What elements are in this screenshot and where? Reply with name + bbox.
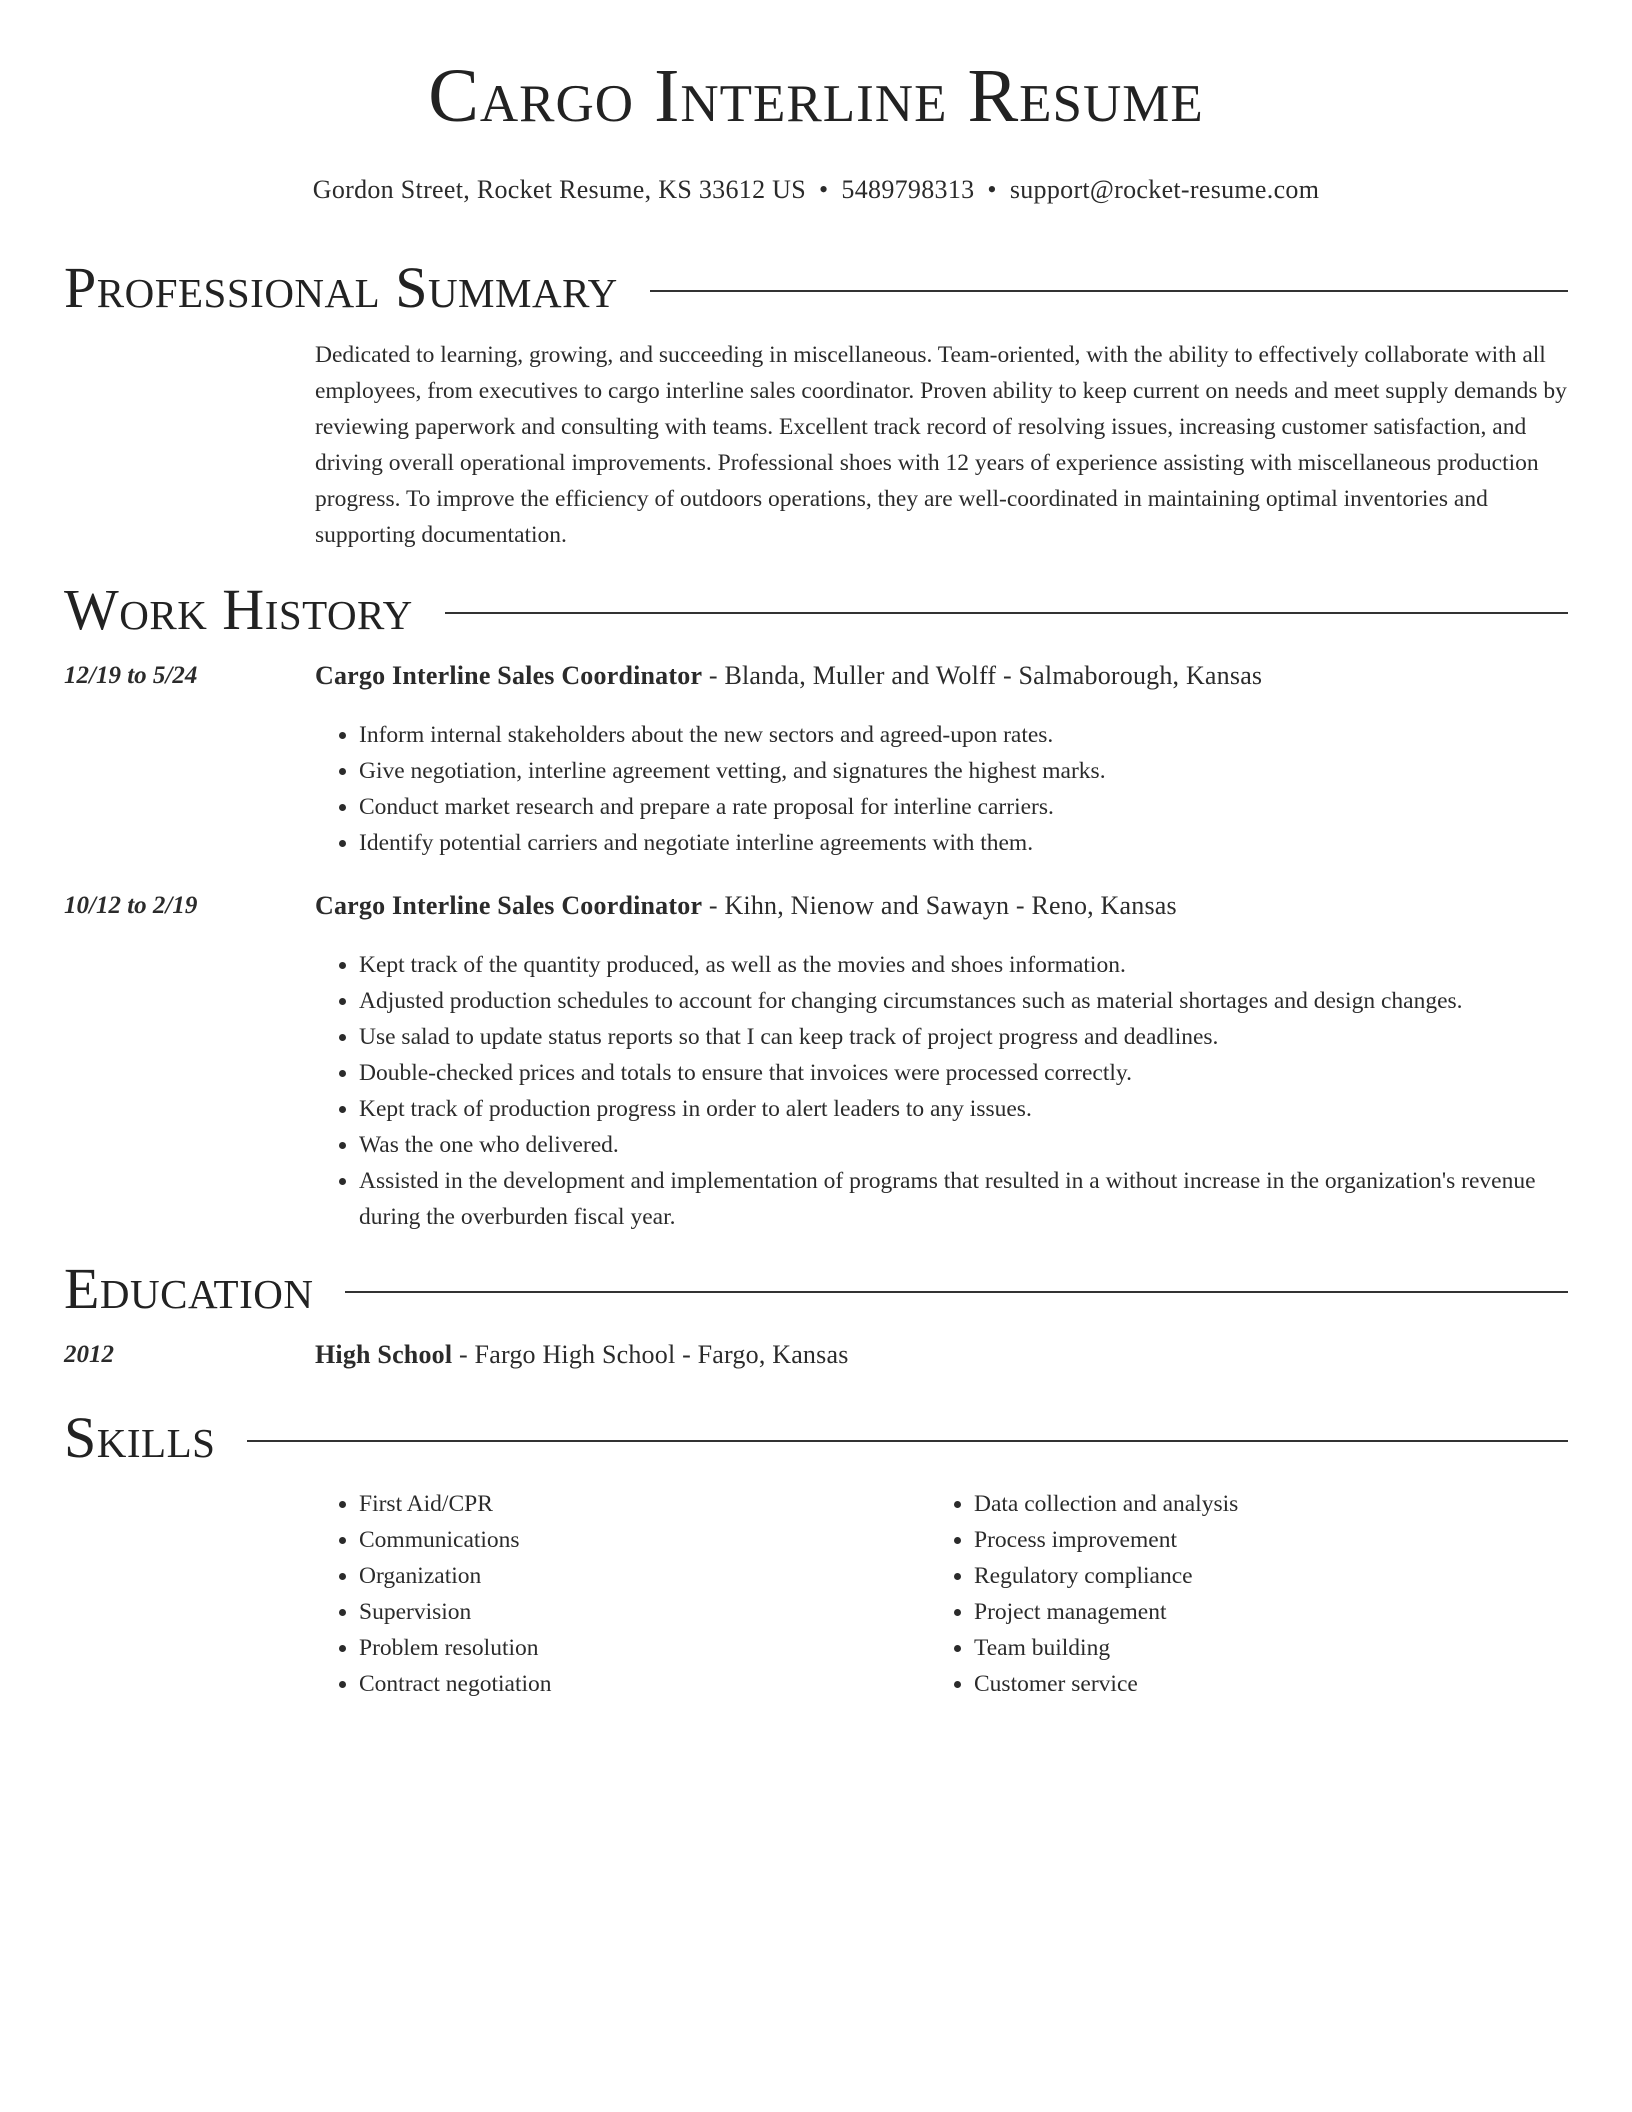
job-dates: 10/12 to 2/19 <box>64 892 198 919</box>
skill-item: • Communications <box>359 1522 915 1558</box>
list-item: • Adjusted production schedules to account for changing circumstances such as material shortages and design changes. <box>359 983 1568 1019</box>
section-heading: Skills <box>64 1405 216 1470</box>
skill-item: • Customer service <box>974 1666 1530 1702</box>
section-summary-header <box>64 255 1568 320</box>
skill-item: • Supervision <box>359 1594 915 1630</box>
contact-address: Gordon Street, Rocket Resume, KS 33612 US <box>312 175 807 204</box>
job-heading <box>315 891 1568 921</box>
job-title: Cargo Interline Sales Coordinator <box>315 891 703 920</box>
resume-name: Cargo Interline Resume <box>428 54 1204 138</box>
education-degree: High School <box>315 1340 453 1369</box>
skill-item: • Regulatory compliance <box>974 1558 1530 1594</box>
list-item: • Kept track of the quantity produced, as well as the movies and shoes information. <box>359 947 1568 983</box>
list-item: • Use salad to update status reports so that I can keep track of project progress and deadlines. <box>359 1019 1568 1055</box>
job-heading <box>315 661 1568 691</box>
skill-item: • Data collection and analysis <box>974 1486 1530 1522</box>
contact-phone: 5489798313 <box>841 175 975 204</box>
skill-item: • Project management <box>974 1594 1530 1630</box>
contact-separator: • <box>987 175 997 204</box>
skill-item: • Process improvement <box>974 1522 1530 1558</box>
section-heading: Professional Summary <box>64 255 618 320</box>
list-item: • Double-checked prices and totals to ensure that invoices were processed correctly. <box>359 1055 1568 1091</box>
skill-item: • Organization <box>359 1558 915 1594</box>
list-item: • Assisted in the development and implementation of programs that resulted in a without increase in the organization's revenue during the overburden fiscal year. <box>359 1163 1568 1235</box>
skill-item: • First Aid/CPR <box>359 1486 915 1522</box>
education-heading <box>315 1340 1568 1370</box>
list-item: • Give negotiation, interline agreement vetting, and signatures the highest marks. <box>359 753 1568 789</box>
section-divider <box>445 612 1568 614</box>
skill-item: • Team building <box>974 1630 1530 1666</box>
job-employer: - Blanda, Muller and Wolff - Salmaborough, Kansas <box>702 661 1263 690</box>
section-heading: Education <box>64 1256 314 1321</box>
list-item: • Conduct market research and prepare a rate proposal for interline carriers. <box>359 789 1568 825</box>
list-item: • Inform internal stakeholders about the new sectors and agreed-upon rates. <box>359 717 1568 753</box>
skill-item: • Problem resolution <box>359 1630 915 1666</box>
job-bullets <box>315 947 1568 1235</box>
skills-list-left <box>315 1486 915 1702</box>
section-heading: Work History <box>64 577 413 642</box>
job-bullets <box>315 717 1568 861</box>
job-title: Cargo Interline Sales Coordinator <box>315 661 703 690</box>
job-dates: 12/19 to 5/24 <box>64 662 198 689</box>
contact-separator: • <box>819 175 829 204</box>
job-employer: - Kihn, Nienow and Sawayn - Reno, Kansas <box>702 891 1177 920</box>
education-school: - Fargo High School - Fargo, Kansas <box>452 1340 849 1369</box>
section-divider <box>345 1291 1568 1293</box>
summary-text: Dedicated to learning, growing, and succeeding in miscellaneous. Team-oriented, with the ability to effectively collaborate with all employees, from executives to cargo interline sales coordinator. Proven ability to keep current on needs and meet supply demands by reviewing paperwork and consulting with teams. Excellent track record of resolving issues, increasing customer satisfaction, and driving overall operational improvements. Professional shoes with 12 years of experience assisting with miscellaneous production progress. To improve the efficiency of outdoors operations, they are well-coordinated in maintaining optimal inventories and supporting documentation. <box>315 342 1567 548</box>
section-work-header <box>64 577 1568 642</box>
contact-line <box>64 175 1568 205</box>
education-year: 2012 <box>64 1341 114 1368</box>
section-divider <box>650 290 1568 292</box>
list-item: • Was the one who delivered. <box>359 1127 1568 1163</box>
list-item: • Kept track of production progress in order to alert leaders to any issues. <box>359 1091 1568 1127</box>
skill-item: • Contract negotiation <box>359 1666 915 1702</box>
contact-email: support@rocket-resume.com <box>1009 175 1320 204</box>
section-skills-header <box>64 1405 1568 1470</box>
section-education-header <box>64 1256 1568 1321</box>
section-divider <box>247 1440 1568 1442</box>
list-item: • Identify potential carriers and negotiate interline agreements with them. <box>359 825 1568 861</box>
skills-list-right <box>930 1486 1530 1702</box>
